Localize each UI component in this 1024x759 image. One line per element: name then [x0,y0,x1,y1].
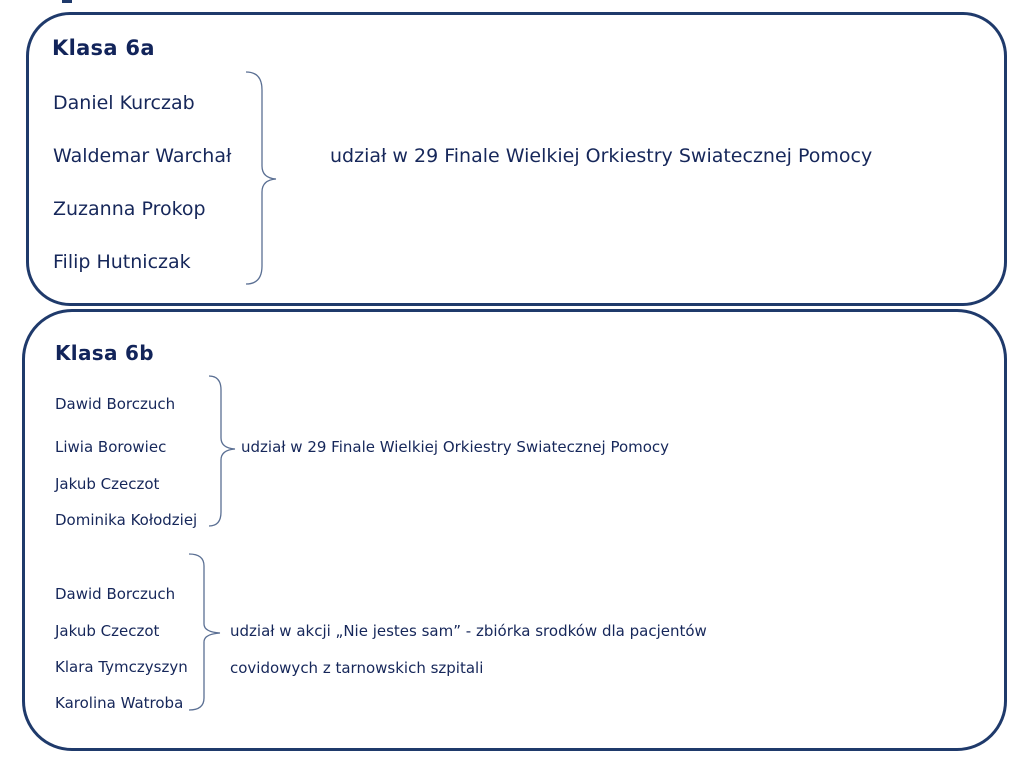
student-name: Jakub Czeczot [55,622,160,640]
student-name: Waldemar Warchał [53,145,232,167]
student-name: Dawid Borczuch [55,585,176,603]
panel-klasa-6b [22,309,1007,751]
activity-text: udział w 29 Finale Wielkiej Orkiestry Swiatecznej Pomocy [241,438,670,456]
activity-text-line-2: covidowych z tarnowskich szpitali [230,659,484,677]
student-name: Liwia Borowiec [55,438,167,456]
activity-text-line-1: udział w akcji „Nie jestes sam” - zbiórka srodków dla pacjentów [230,622,707,640]
curly-brace-icon [186,552,226,714]
activity-text: udział w 29 Finale Wielkiej Orkiestry Swiatecznej Pomocy [330,145,873,167]
heading-klasa-6b: Klasa 6b [55,341,154,365]
student-name: Daniel Kurczab [53,92,195,114]
student-name: Klara Tymczyszyn [55,658,188,676]
top-edge-mark [62,0,72,3]
student-name: Dawid Borczuch [55,395,176,413]
curly-brace-icon [240,70,285,288]
student-name: Zuzanna Prokop [53,198,206,220]
curly-brace-icon [205,374,245,530]
heading-klasa-6a: Klasa 6a [52,36,155,60]
student-name: Karolina Watroba [55,694,184,712]
student-name: Filip Hutniczak [53,251,191,273]
student-name: Jakub Czeczot [55,475,160,493]
student-name: Dominika Kołodziej [55,511,198,529]
